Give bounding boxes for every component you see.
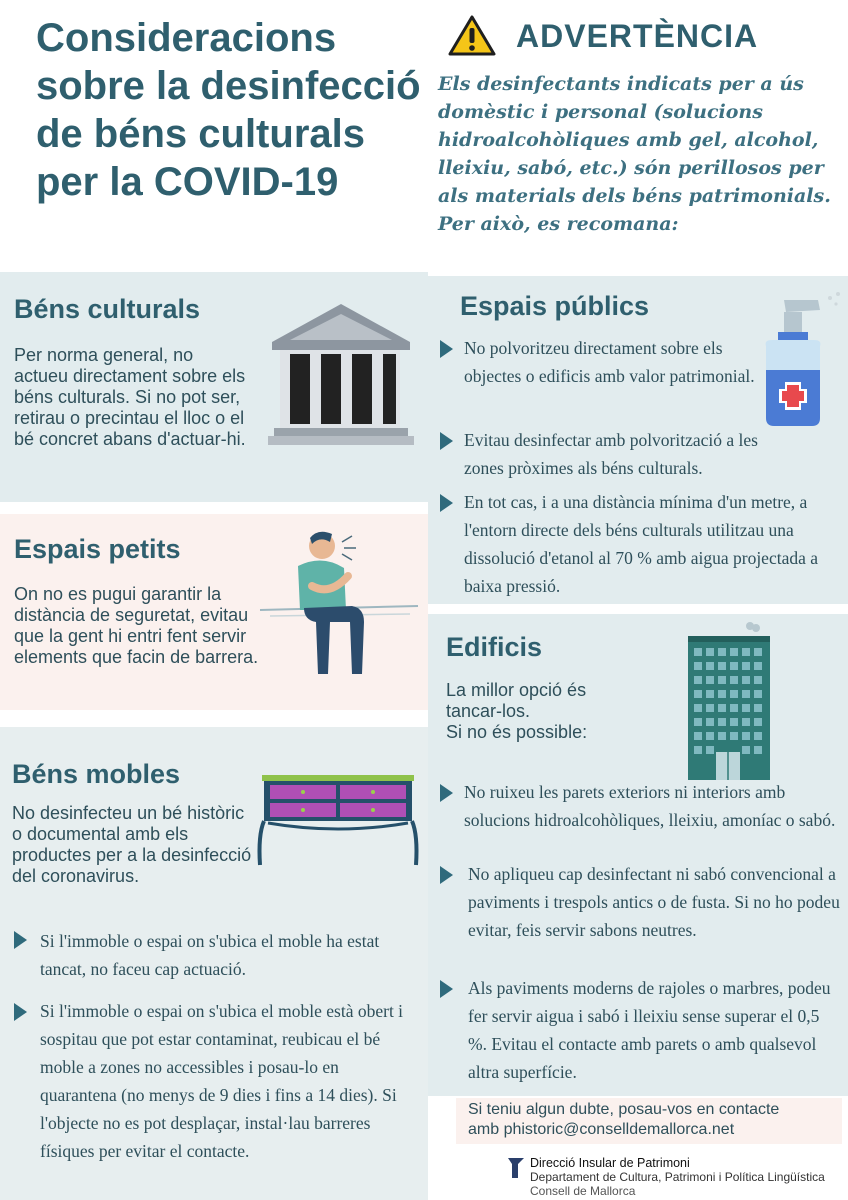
bullet-arrow-icon <box>14 931 27 949</box>
bens-culturals-panel <box>0 272 428 502</box>
office-building-icon <box>684 620 774 780</box>
espais-petits-panel <box>0 514 428 710</box>
espais-publics-title: Espais públics <box>460 291 650 321</box>
edificis-panel <box>428 614 848 1096</box>
bullet-arrow-icon <box>440 784 453 802</box>
edificis-bullet-1: No ruixeu les parets exteriors ni interiors amb solucions hidroalcohòliques, lleixiu, amoníac o sabó. <box>464 782 836 830</box>
footer-dept: Departament de Cultura, Patrimoni i Política Lingüística <box>530 1170 825 1184</box>
museum-building-icon <box>266 302 416 447</box>
warning-text: Els desinfectants indicats per a ús domèstic i personal (solucions hidroalcohòliques amb gel, alcohol, lleixiu, sabó, etc.) són perillosos per als materials dels béns patrimonials. Per això, es recomana: <box>438 73 831 235</box>
contact-email-link[interactable]: amb phistoric@conselldemallorca.net <box>468 1121 735 1138</box>
bens-mobles-title: Béns mobles <box>12 759 181 789</box>
bullet-arrow-icon <box>440 432 453 450</box>
spray-bottle-icon <box>758 290 848 430</box>
bullet-arrow-icon <box>440 494 453 512</box>
edificis-intro-line-2: tancar-los. <box>446 701 531 721</box>
edificis-intro-line-1: La millor opció és <box>446 680 587 700</box>
edificis-title: Edificis <box>446 632 543 662</box>
espais-petits-text: On no es pugui garantir la distància de seguretat, evitau que la gent hi entri fent servir elements que facin de barrera. <box>14 584 259 667</box>
edificis-intro <box>446 680 646 743</box>
warning-icon <box>448 14 496 56</box>
sneezing-person-icon <box>260 524 420 684</box>
edificis-bullet-3: Als paviments moderns de rajoles o marbres, podeu fer servir aigua i sabó i lleixiu sense superar el 0,5 %. Evitau el contacte amb parets o amb qualsevol altra superfície. <box>468 978 831 1082</box>
contact-line-1: Si teniu algun dubte, posau-vos en contacte <box>468 1101 780 1118</box>
espais-petits-title: Espais petits <box>14 534 181 564</box>
warning-title: ADVERTÈNCIA <box>516 18 759 54</box>
espais-publics-bullet-3: En tot cas, i a una distància mínima d'un metre, a l'entorn directe dels béns culturals utilitzau una dissolució d'etanol al 70 % amb aigua projectada a baixa pressió. <box>464 492 819 596</box>
espais-publics-panel <box>428 276 848 604</box>
bullet-arrow-icon <box>440 866 453 884</box>
antique-chest-icon <box>258 775 418 871</box>
bullet-arrow-icon <box>440 340 453 358</box>
bens-culturals-text: Per norma general, no actueu directament sobre els béns culturals. Si no pot ser, retirau o precintau el lloc o el bé concret abans d'actuar-hi. <box>14 345 246 449</box>
bens-mobles-bullet-1: Si l'immoble o espai on s'ubica el moble ha estat tancat, no faceu cap actuació. <box>40 931 380 979</box>
bens-mobles-bullet-2: Si l'immoble o espai on s'ubica el moble està obert i sospitau que pot estar contaminat, reubicau el bé moble a zones no accessibles i posau-lo en quarantena (no menys de 9 dies i fins a 14 dies). Si l'objecte no es pot desplaçar, instal·lau barreres físiques per evitar el contacte. <box>40 1001 404 1161</box>
bens-mobles-text: No desinfecteu un bé històric o documental amb els productes per a la desinfecció del coronavirus. <box>12 803 252 886</box>
bullet-arrow-icon <box>440 980 453 998</box>
bens-mobles-panel <box>0 727 428 1200</box>
page-title: Consideracions sobre la desinfecció de béns culturals per la COVID-19 <box>36 16 421 204</box>
espais-publics-bullet-1: No polvoritzeu directament sobre els objectes o edificis amb valor patrimonial. <box>464 338 755 386</box>
bens-culturals-title: Béns culturals <box>14 294 201 324</box>
edificis-intro-line-3: Si no és possible: <box>446 722 588 742</box>
contact-panel <box>456 1098 842 1144</box>
espais-publics-bullet-2: Evitau desinfectar amb polvorització a les zones pròximes als béns culturals. <box>464 430 758 478</box>
bullet-arrow-icon <box>14 1003 27 1021</box>
footer-council: Consell de Mallorca <box>530 1184 636 1198</box>
footer-org: Direcció Insular de Patrimoni <box>530 1156 690 1170</box>
edificis-bullet-2: No apliqueu cap desinfectant ni sabó convencional a paviments i trespols antics o de fusta. Si no ho podeu evitar, feis servir sabons neutres. <box>468 864 840 940</box>
consell-logo-icon <box>508 1158 524 1178</box>
